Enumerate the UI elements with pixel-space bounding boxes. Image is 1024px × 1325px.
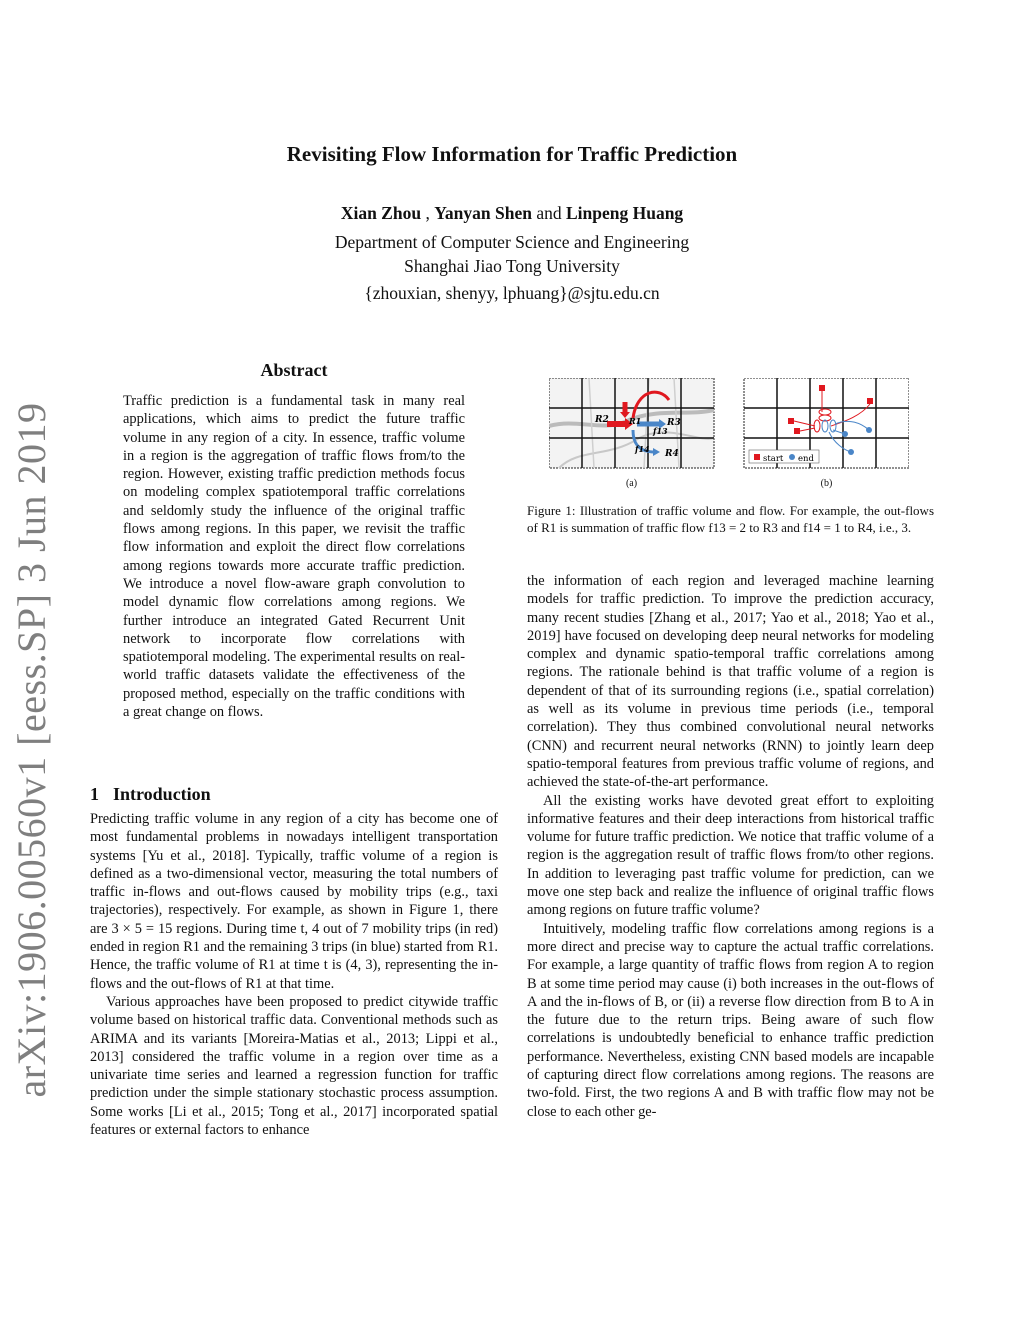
arxiv-stamp: arXiv:1906.00560v1 [eess.SP] 3 Jun 2019	[9, 402, 54, 1098]
abstract-heading: Abstract	[260, 360, 328, 380]
flow-label-f14: f14	[635, 444, 650, 454]
right-paragraph-3: Intuitively, modeling traffic flow correlations among regions is a more direct and precise way to capture the actual traffic correlations. For example, a large quantity of traffic flows from region A to region B at some time period may cause (i) both increases in the out-flows of A and the in-flows of B, or (ii) a reverse flow direction from B to A in the future due to the return trips. Being aware of such flow correlations is undoubtedly beneficial to enhance traffic prediction performance. Nevertheless, existing CNN based models are incapable of capturing direct flow correlations among regions. The reasons are two-fold. First, the two regions A and B with traffic flow may not be close to each other ge-	[527, 920, 934, 1120]
flow-label-f13: f13	[653, 426, 668, 436]
author-3: Linpeng Huang	[565, 203, 684, 223]
intro-column	[90, 810, 498, 1139]
author-email: {zhouxian, shenyy, lphuang}@sjtu.edu.cn	[364, 283, 660, 303]
figure-1	[549, 378, 909, 493]
right-paragraph-2: All the existing works have devoted great effort to exploiting informative features and their deep interactions from historical traffic volume for future traffic prediction. We notice that traffic volume of a region is the aggregation result of traffic flows from/to other regions. In addition to leveraging past traffic volume for prediction, can we move one step back and realize the influence of original traffic flows among regions on future traffic volume?	[527, 792, 934, 919]
author-line	[0, 203, 1024, 224]
region-label-r4: R4	[665, 449, 679, 459]
author-separator: and	[531, 203, 566, 223]
affiliation-university: Shanghai Jiao Tong University	[404, 256, 620, 276]
author-separator: ,	[421, 203, 435, 223]
paper-title: Revisiting Flow Information for Traffic Prediction	[286, 142, 738, 166]
section-heading-introduction	[90, 784, 225, 805]
region-label-r2: R2	[595, 415, 609, 425]
figure-label-b: (b)	[820, 478, 833, 489]
section-number: 1	[90, 784, 99, 804]
figure-caption: Figure 1: Illustration of traffic volume and flow. For example, the out-flows of R1 is summation of traffic flow f13 = 2 to R3 and f14 = 1 to R4, i.e., 3.	[527, 503, 934, 535]
section-title: Introduction	[113, 784, 211, 804]
intro-paragraph-1: Predicting traffic volume in any region of a city has become one of most fundamental problems in nowadays intelligent transportation systems [Yu et al., 2018]. Typically, traffic volume of a region is defined as a two-dimensional vector, measuring the total numbers of traffic in-flows and out-flows caused by mobility trips (e.g., taxi trajectories), respectively. For example, as shown in Figure 1, there are 3 × 5 = 15 regions. During time t, 4 out of 7 mobility trips (in red) ended in region R1 and the remaining 3 trips (in blue) started from R1. Hence, the traffic volume of R1 at time t is (4, 3), representing the in-flows and the out-flows of R1 at that time.	[90, 811, 498, 992]
legend-end: end	[798, 454, 814, 464]
region-label-r1: R1	[629, 416, 642, 426]
right-paragraph-1: the information of each region and leveraged machine learning models for traffic prediction. To improve the prediction accuracy, many recent studies [Zhang et al., 2017; Yao et al., 2018; Yao et al., 2019] have focused on developing deep neural networks for modeling complex and dynamic spatio-temporal traffic correlations among regions. The rationale behind is that traffic volume of a region is dependent of that of its surrounding regions (i.e., spatial correlation) as well as its volume in previous time periods (i.e., temporal correlation). They thus combined convolutional neural networks (CNN) and recurrent neural networks (RNN) to jointly learn deep spatio-temporal features from previous traffic volume of regions, and achieved the state-of-the-art performance.	[527, 573, 934, 791]
intro-paragraph-2: Various approaches have been proposed to predict citywide traffic volume based on historical traffic data. Conventional methods such as ARIMA and its variants [Moreira-Matias et al., 2013; Lippi et al., 2013] considered the traffic volume in a region over time as a univariate time series and learned a regression function for traffic prediction under the simple stationary stochastic process assumption. Some works [Li et al., 2015; Tong et al., 2017] incorporated spatial features or external factors to enhance	[90, 993, 498, 1139]
legend-start: start	[763, 454, 784, 464]
author-2: Yanyan Shen	[434, 203, 532, 223]
affiliation-dept: Department of Computer Science and Engineering	[334, 232, 690, 252]
figure-1b-grid	[744, 378, 909, 468]
region-label-r3: R3	[667, 418, 681, 428]
right-column	[527, 572, 934, 1121]
author-1: Xian Zhou	[340, 203, 422, 223]
figure-1a-map	[549, 378, 714, 468]
figure-label-a: (a)	[625, 478, 638, 489]
abstract-body: Traffic prediction is a fundamental task in many real applications, which aims to predict the future traffic volume in any region of a city. In essence, traffic volume in a region is the aggregation of traffic flows from/to the region. However, existing traffic prediction methods focus on modeling complex spatiotemporal traffic correlations and seldomly study the influence of the original traffic flows among regions. In this paper, we revisit the traffic flow information and exploit the direct flow correlations among regions towards more accurate traffic prediction. We introduce a novel flow-aware graph convolution to model dynamic flow correlations among regions. We further introduce an integrated Gated Recurrent Unit network to incorporate flow correlations with spatiotemporal modeling. The experimental results on real-world traffic datasets validate the effectiveness of the proposed method, especially on the traffic conditions with a great change on flows.	[123, 393, 465, 721]
